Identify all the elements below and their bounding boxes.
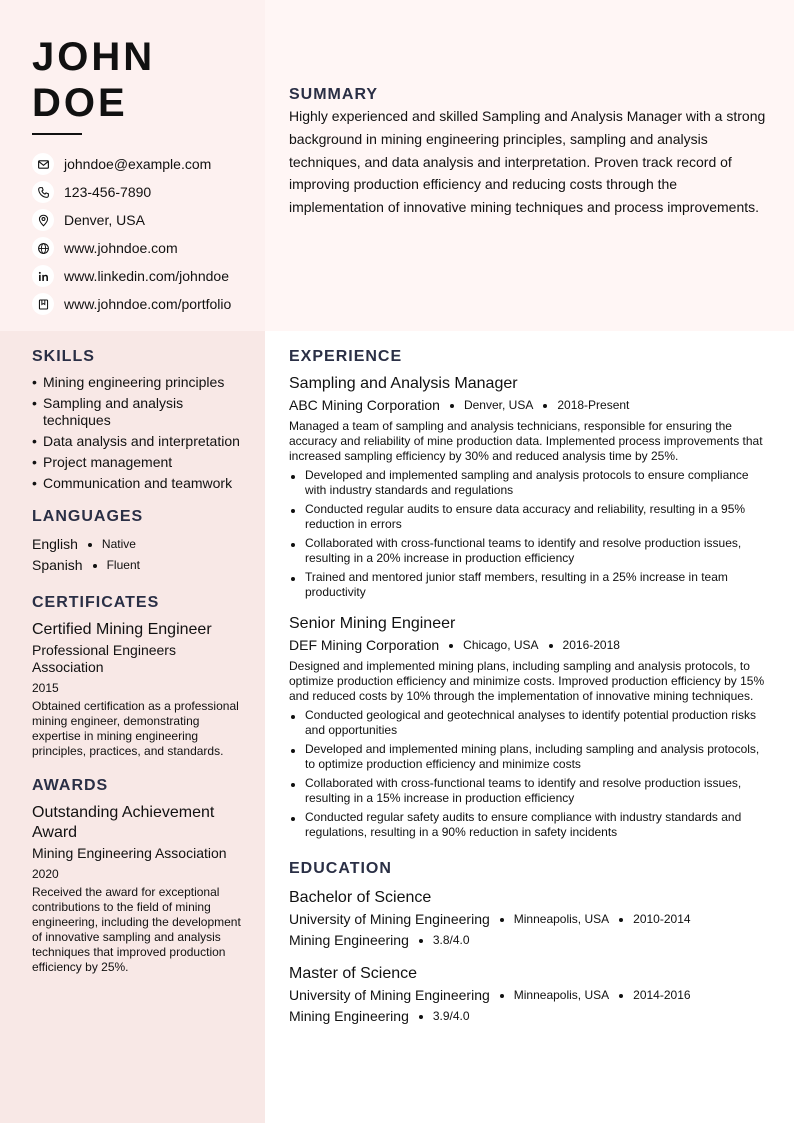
separator-dot bbox=[543, 404, 547, 408]
name-divider bbox=[32, 133, 82, 135]
contact-phone-text: 123-456-7890 bbox=[64, 184, 152, 200]
job-bullet: Conducted regular audits to ensure data accuracy and reliability, resulting in a 95% reduction in errors bbox=[289, 502, 769, 532]
separator-dot bbox=[419, 1015, 423, 1019]
school-location: Minneapolis, USA bbox=[513, 988, 610, 1002]
job-bullet: Developed and implemented sampling and analysis protocols to ensure compliance with industry standards and regulations bbox=[289, 468, 769, 498]
job-bullets bbox=[289, 708, 769, 840]
separator-dot bbox=[88, 543, 92, 547]
main-content bbox=[289, 348, 769, 1026]
contact-linkedin-text: www.linkedin.com/johndoe bbox=[64, 268, 229, 284]
globe-icon bbox=[32, 237, 54, 259]
separator-dot bbox=[500, 918, 504, 922]
field-of-study: Mining Engineering bbox=[289, 932, 409, 948]
job-bullet: Collaborated with cross-functional teams to identify and resolve production issues, resulting in a 20% increase in production efficiency bbox=[289, 536, 769, 566]
education-entry bbox=[289, 888, 769, 950]
degree-title: Master of Science bbox=[289, 965, 418, 982]
degree-title: Bachelor of Science bbox=[289, 889, 432, 906]
job-bullet: Conducted geological and geotechnical analyses to identify potential production risks and opportunities bbox=[289, 708, 769, 738]
school-name: University of Mining Engineering bbox=[289, 987, 490, 1003]
job-company: ABC Mining Corporation bbox=[289, 397, 440, 413]
awards-heading: AWARDS bbox=[32, 777, 109, 794]
contact-email-text: johndoe@example.com bbox=[64, 156, 212, 172]
job-bullet: Trained and mentored junior staff members, resulting in a 25% increase in team productivity bbox=[289, 570, 769, 600]
job-meta bbox=[289, 396, 769, 415]
education-meta bbox=[289, 986, 769, 1005]
sidebar-content bbox=[32, 348, 242, 975]
language-item bbox=[32, 555, 242, 576]
job-title: Sampling and Analysis Manager bbox=[289, 375, 518, 392]
contact-linkedin[interactable] bbox=[32, 262, 231, 290]
separator-dot bbox=[619, 994, 623, 998]
name-line-last: DOE bbox=[32, 81, 128, 125]
language-name: English bbox=[32, 536, 78, 552]
skill-item: • Project management bbox=[32, 454, 242, 471]
contact-portfolio[interactable] bbox=[32, 290, 231, 318]
contact-email[interactable] bbox=[32, 150, 231, 178]
skill-item: • Data analysis and interpretation bbox=[32, 433, 242, 450]
certificates-heading: CERTIFICATES bbox=[32, 594, 160, 611]
language-name: Spanish bbox=[32, 557, 83, 573]
certificate-item bbox=[32, 620, 242, 759]
gpa: 3.9/4.0 bbox=[432, 1009, 470, 1023]
skill-item: • Communication and teamwork bbox=[32, 475, 242, 492]
contact-website-text: www.johndoe.com bbox=[64, 240, 178, 256]
education-field-row bbox=[289, 931, 769, 950]
skill-item: • Sampling and analysis techniques bbox=[32, 395, 242, 429]
education-meta bbox=[289, 910, 769, 929]
location-pin-icon bbox=[32, 209, 54, 231]
candidate-name bbox=[32, 34, 155, 126]
education-dates: 2010-2014 bbox=[633, 912, 691, 926]
school-name: University of Mining Engineering bbox=[289, 911, 490, 927]
name-line-first: JOHN bbox=[32, 35, 156, 79]
phone-icon bbox=[32, 181, 54, 203]
job-entry bbox=[289, 374, 769, 600]
school-location: Minneapolis, USA bbox=[513, 912, 610, 926]
certificate-title: Certified Mining Engineer bbox=[32, 621, 212, 638]
contact-location bbox=[32, 206, 231, 234]
education-dates: 2014-2016 bbox=[633, 988, 691, 1002]
separator-dot bbox=[419, 939, 423, 943]
award-title: Outstanding Achievement Award bbox=[32, 804, 215, 841]
job-title: Senior Mining Engineer bbox=[289, 615, 456, 632]
contact-portfolio-text: www.johndoe.com/portfolio bbox=[64, 296, 232, 312]
award-item bbox=[32, 803, 242, 975]
job-dates: 2016-2018 bbox=[562, 638, 620, 652]
contact-location-text: Denver, USA bbox=[64, 212, 145, 228]
language-level: Fluent bbox=[106, 558, 140, 572]
job-entry bbox=[289, 614, 769, 840]
certificate-description: Obtained certification as a professional mining engineer, demonstrating expertise in mining engineering principles, practices, and standards. bbox=[32, 699, 239, 758]
education-field-row bbox=[289, 1007, 769, 1026]
certificate-year: 2015 bbox=[32, 681, 59, 695]
job-company: DEF Mining Corporation bbox=[289, 637, 440, 653]
award-year: 2020 bbox=[32, 867, 59, 881]
summary-heading: SUMMARY bbox=[289, 86, 379, 103]
award-description: Received the award for exceptional contributions to the field of mining engineering, including the development of innovative sampling and analysis techniques that improved production efficiency by 25%. bbox=[32, 885, 241, 974]
job-bullets bbox=[289, 468, 769, 600]
education-heading: EDUCATION bbox=[289, 860, 392, 877]
job-bullet: Conducted regular safety audits to ensure compliance with industry standards and regulations, resulting in a 90% reduction in safety incidents bbox=[289, 810, 769, 840]
field-of-study: Mining Engineering bbox=[289, 1008, 409, 1024]
gpa: 3.8/4.0 bbox=[432, 933, 470, 947]
job-bullet: Collaborated with cross-functional teams to identify and resolve production issues, resulting in a 15% increase in production efficiency bbox=[289, 776, 769, 806]
experience-heading: EXPERIENCE bbox=[289, 348, 403, 365]
separator-dot bbox=[93, 564, 97, 568]
skill-item: • Mining engineering principles bbox=[32, 374, 242, 391]
job-location: Denver, USA bbox=[463, 398, 534, 412]
linkedin-icon bbox=[32, 265, 54, 287]
job-description: Designed and implemented mining plans, including sampling and analysis protocols, to optimize production efficiency and minimize costs. Improved production efficiency by 15% and reduced costs by 10% through the implementation of innovative mining techniques. bbox=[289, 659, 765, 703]
summary-text: Highly experienced and skilled Sampling and Analysis Manager with a strong background in mining engineering principles, sampling and analysis techniques, and data analysis and interpretation. Proven track record of improving production efficiency and reducing costs through the implementation of innovative mining techniques and process improvements. bbox=[289, 108, 766, 216]
contact-phone[interactable] bbox=[32, 178, 231, 206]
contact-website[interactable] bbox=[32, 234, 231, 262]
separator-dot bbox=[619, 918, 623, 922]
separator-dot bbox=[449, 644, 453, 648]
job-meta bbox=[289, 636, 769, 655]
job-location: Chicago, USA bbox=[463, 638, 539, 652]
separator-dot bbox=[500, 994, 504, 998]
skills-list bbox=[32, 374, 242, 492]
job-bullet: Developed and implemented mining plans, including sampling and analysis protocols, to optimize production efficiency and minimize costs bbox=[289, 742, 769, 772]
skills-heading: SKILLS bbox=[32, 348, 95, 365]
job-dates: 2018-Present bbox=[557, 398, 630, 412]
email-icon bbox=[32, 153, 54, 175]
contact-list bbox=[32, 150, 231, 318]
separator-dot bbox=[549, 644, 553, 648]
award-org: Mining Engineering Association bbox=[32, 845, 227, 861]
job-description: Managed a team of sampling and analysis technicians, responsible for ensuring the accuracy and reliability of mine production data. Implemented process improvements that increased sampling efficiency by 30% and reduced analysis time by 25%. bbox=[289, 419, 763, 463]
language-level: Native bbox=[101, 537, 136, 551]
languages-heading: LANGUAGES bbox=[32, 508, 144, 525]
language-item bbox=[32, 534, 242, 555]
education-entry bbox=[289, 964, 769, 1026]
portfolio-icon bbox=[32, 293, 54, 315]
separator-dot bbox=[450, 404, 454, 408]
certificate-org: Professional Engineers Association bbox=[32, 642, 176, 675]
